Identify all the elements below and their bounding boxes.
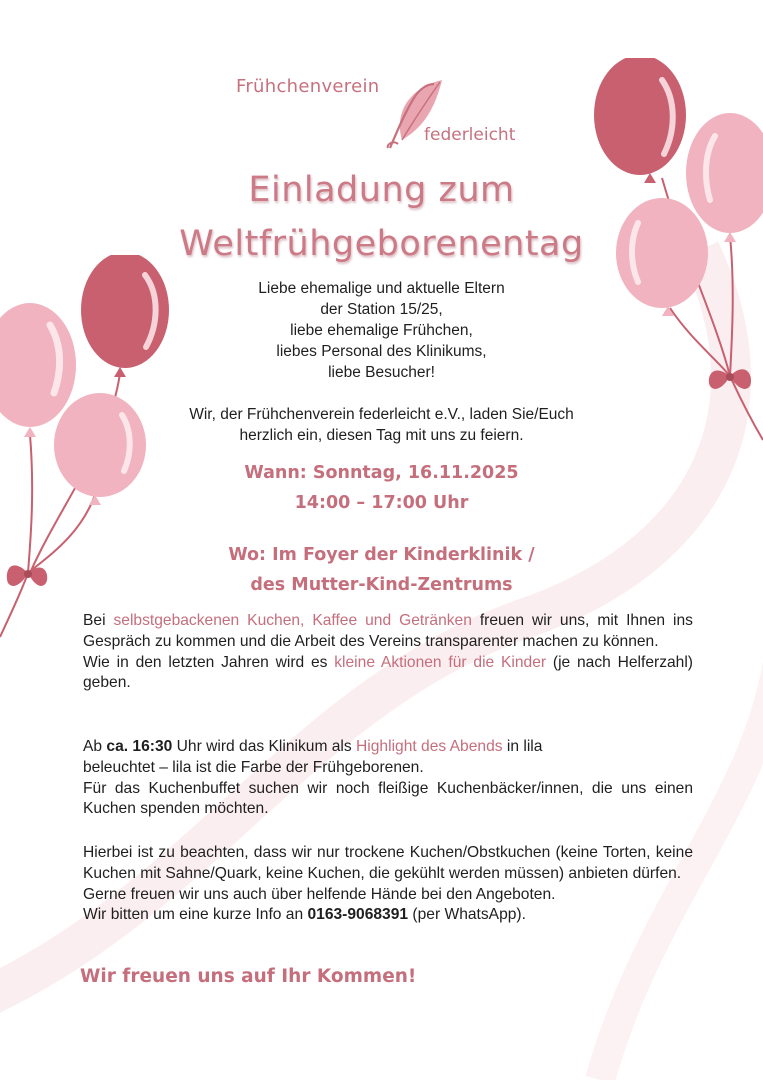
event-time: 14:00 – 17:00 Uhr [294, 493, 469, 513]
invite-text [0, 404, 763, 446]
event-date: Wann: Sonntag, 16.11.2025 [244, 463, 519, 483]
light-time: ca. 16:30 [106, 738, 173, 755]
body-block-1 [83, 611, 693, 694]
greeting-line: liebe ehemalige Frühchen, [290, 322, 473, 339]
event-location-line-2: des Mutter-Kind-Zentrums [250, 575, 513, 595]
greeting [0, 278, 763, 383]
paragraph-helpers: Gerne freuen wir uns auch über helfende Hände bei den Angeboten. [83, 885, 556, 903]
balloon-dark-right [594, 58, 686, 183]
title-line-2: Weltfrühgeborenentag [179, 224, 584, 264]
contact-phone: 0163-9068391 [307, 906, 409, 924]
body-block-3 [83, 843, 693, 926]
logo-subtitle: federleicht [424, 125, 516, 145]
event-when [0, 458, 763, 518]
logo-name: Frühchenverein [236, 76, 380, 97]
highlight-kids: kleine Aktionen für die Kinder [334, 653, 547, 671]
closing-line: Wir freuen uns auf Ihr Kommen! [80, 966, 417, 987]
greeting-line: Liebe ehemalige und aktuelle Eltern [258, 280, 505, 297]
paragraph-offer: Bei selbstgebackenen Kuchen, Kaffee und Getränken freuen wir uns, mit Ihnen ins Gespräch zu kommen und die Arbeit des Vereins transparenter machen zu können. [83, 612, 693, 650]
paragraph-buffet: Für das Kuchenbuffet suchen wir noch fleißige Kuchenbäcker/innen, die uns einen Kuchen spenden möchten. [83, 779, 693, 818]
event-where [0, 540, 763, 600]
invite-line: Wir, der Frühchenverein federleicht e.V., laden Sie/Euch [189, 406, 574, 423]
invite-line: herzlich ein, diesen Tag mit uns zu feiern. [239, 427, 524, 444]
greeting-line: der Station 15/25, [320, 301, 443, 318]
event-location-line-1: Wo: Im Foyer der Kinderklinik / [228, 545, 535, 565]
highlight-offer: selbstgebackenen Kuchen, Kaffee und Getränken [113, 612, 472, 629]
body-block-2 [83, 737, 693, 820]
paragraph-contact: Wir bitten um eine kurze Info an 0163-9068391 (per WhatsApp). [83, 906, 526, 924]
paragraph-light: Ab ca. 16:30 Uhr wird das Klinikum als Highlight des Abends in lila [83, 738, 543, 755]
title-line-1: Einladung zum [248, 170, 515, 210]
greeting-line: liebes Personal des Klinikums, [276, 343, 487, 360]
paragraph-rules: Hierbei ist zu beachten, dass wir nur trockene Kuchen/Obstkuchen (keine Torten, keine Kuchen mit Sahne/Quark, keine Kuchen, die gekühlt werden müssen) anbieten dürfen. [83, 844, 693, 882]
highlight-evening: Highlight des Abends [356, 738, 503, 755]
paragraph-light-2: beleuchtet – lila ist die Farbe der Frühgeborenen. [83, 758, 424, 776]
greeting-line: liebe Besucher! [328, 364, 435, 381]
paragraph-kids: Wie in den letzten Jahren wird es kleine Aktionen für die Kinder (je nach Helferzahl) geben. [83, 653, 693, 692]
